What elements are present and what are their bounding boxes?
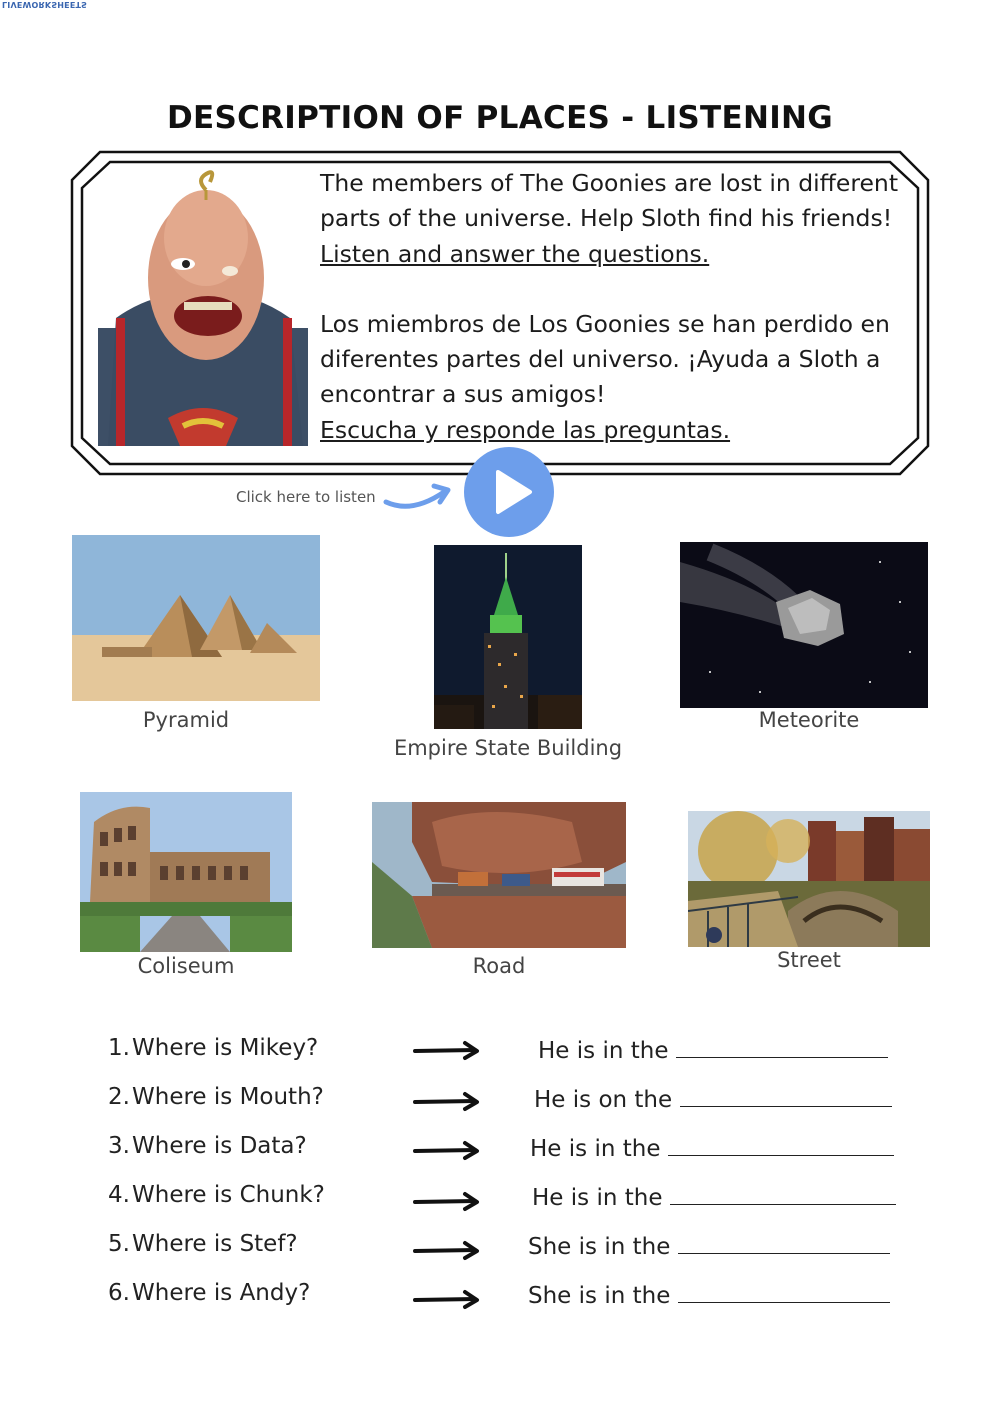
answer-prefix: He is in the <box>530 1136 661 1162</box>
answer-blank[interactable] <box>676 1035 888 1058</box>
question-row <box>108 1084 928 1124</box>
question-text: Where is Mikey? <box>132 1035 319 1061</box>
road-image <box>372 802 626 948</box>
swoosh-arrow-icon <box>382 474 462 514</box>
answer-prefix: She is in the <box>528 1234 671 1260</box>
intro-en-line-2: parts of the universe. Help Sloth find his friends! <box>320 204 893 233</box>
question-row <box>108 1280 928 1320</box>
question-text: Where is Chunk? <box>132 1182 325 1208</box>
intro-en-line-1: The members of The Goonies are lost in different <box>320 169 899 197</box>
question-text: Where is Data? <box>132 1133 307 1159</box>
answer-prefix: She is in the <box>528 1283 671 1309</box>
question-number: 1. <box>108 1035 130 1061</box>
listen-label: Click here to listen <box>236 488 376 506</box>
caption-pyramid: Pyramid <box>142 708 230 732</box>
intro-es-instruction: Escucha y responde las preguntas. <box>320 415 731 444</box>
question-number: 4. <box>108 1182 130 1208</box>
pyramid-image <box>72 535 320 701</box>
answer-line[interactable] <box>538 1035 888 1064</box>
empire-state-building-image <box>434 545 582 729</box>
arrow-right-icon <box>413 1090 483 1114</box>
answer-blank[interactable] <box>680 1084 892 1107</box>
intro-es-line-3: encontrar a sus amigos! <box>320 380 606 409</box>
intro-es-line-1: Los miembros de Los Goonies se han perdido en <box>320 309 890 338</box>
caption-road: Road <box>472 954 526 978</box>
arrow-right-icon <box>413 1039 483 1063</box>
question-text: Where is Andy? <box>132 1280 311 1306</box>
play-icon <box>464 447 554 537</box>
answer-line[interactable] <box>528 1231 890 1260</box>
arrow-right-icon <box>413 1288 483 1312</box>
arrow-right-icon <box>413 1190 483 1214</box>
question-row <box>108 1182 928 1222</box>
question-row <box>108 1035 928 1075</box>
coliseum-image <box>80 792 292 952</box>
question-number: 2. <box>108 1084 130 1110</box>
caption-empire-state-building: Empire State Building <box>393 736 623 760</box>
answer-line[interactable] <box>534 1084 892 1113</box>
answer-line[interactable] <box>532 1182 896 1211</box>
caption-coliseum: Coliseum <box>137 954 235 978</box>
answer-line[interactable] <box>528 1280 890 1309</box>
meteorite-image <box>680 542 928 708</box>
answer-line[interactable] <box>530 1133 894 1162</box>
question-text: Where is Stef? <box>132 1231 298 1257</box>
street-image <box>688 811 930 947</box>
question-number: 6. <box>108 1280 130 1306</box>
answer-prefix: He is in the <box>532 1185 663 1211</box>
intro-en-instruction: Listen and answer the questions. <box>320 239 710 268</box>
arrow-right-icon <box>413 1239 483 1263</box>
intro-text <box>320 166 910 448</box>
question-number: 3. <box>108 1133 130 1159</box>
answer-blank[interactable] <box>678 1231 890 1254</box>
answer-prefix: He is in the <box>538 1038 669 1064</box>
page-title: DESCRIPTION OF PLACES - LISTENING <box>166 100 834 136</box>
play-audio-button[interactable] <box>464 447 554 537</box>
brand-logo: LIVEWORKSHEETS <box>2 0 88 9</box>
caption-meteorite: Meteorite <box>758 708 860 732</box>
caption-street: Street <box>777 948 841 972</box>
question-number: 5. <box>108 1231 130 1257</box>
answer-blank[interactable] <box>670 1182 896 1205</box>
arrow-right-icon <box>413 1139 483 1163</box>
question-text: Where is Mouth? <box>132 1084 324 1110</box>
question-row <box>108 1231 928 1271</box>
question-row <box>108 1133 928 1173</box>
answer-prefix: He is on the <box>534 1087 673 1113</box>
sloth-character-image <box>98 168 308 446</box>
intro-es-line-2: diferentes partes del universo. ¡Ayuda a Sloth a <box>320 345 881 374</box>
answer-blank[interactable] <box>678 1280 890 1303</box>
answer-blank[interactable] <box>668 1133 894 1156</box>
